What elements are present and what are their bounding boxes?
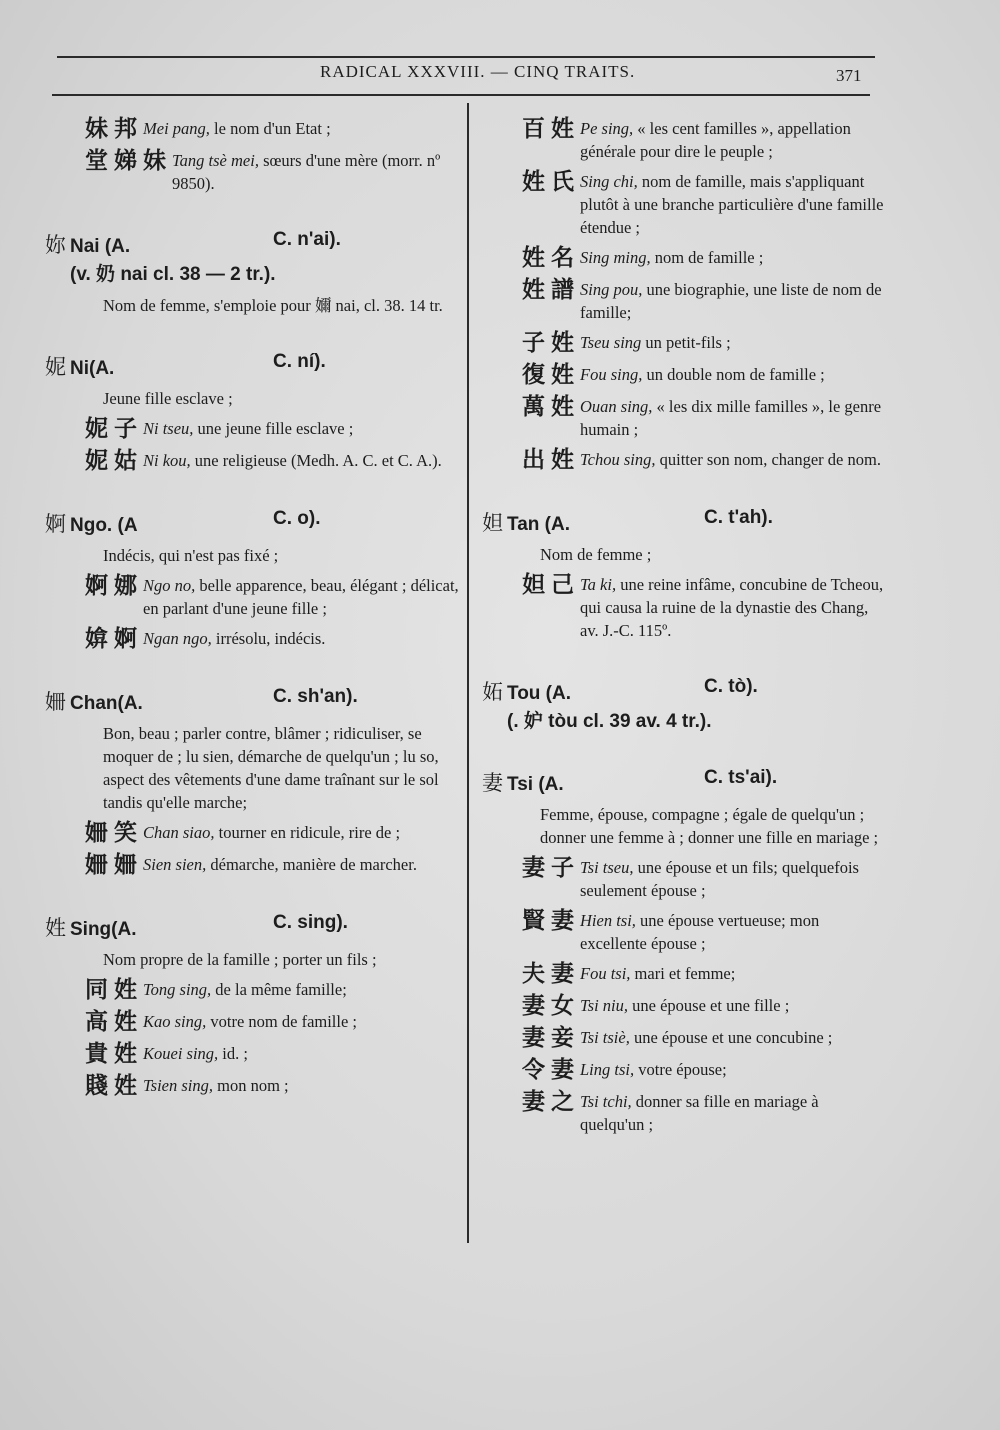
entry-definition: Nom de femme ; — [540, 545, 652, 564]
example-romanization: Ni kou, — [143, 451, 191, 470]
example-romanization: Tsi niu, — [580, 996, 629, 1015]
page-number: 371 — [836, 66, 862, 85]
example-definition: votre épouse; — [634, 1060, 727, 1079]
entry-heading — [45, 686, 460, 714]
example-text — [580, 1057, 727, 1083]
example-chars: 妻妾 — [522, 1025, 580, 1051]
example-romanization: Tong sing, — [143, 980, 212, 999]
example-text — [580, 572, 887, 642]
entry-heading — [482, 767, 887, 795]
example-text — [580, 447, 881, 473]
example-definition: irrésolu, indécis. — [211, 629, 326, 648]
entry-cantonese: C. t'ah). — [704, 507, 773, 528]
example-row — [522, 1057, 887, 1083]
example-romanization: Ouan sing, — [580, 397, 653, 416]
example-definition: nom de famille, mais s'appliquant plutôt à une branche particulière d'une famille étendue ; — [580, 172, 884, 237]
example-text — [143, 573, 460, 620]
example-row — [522, 447, 887, 473]
example-row — [522, 1025, 887, 1051]
example-romanization: Sien sien, — [143, 855, 207, 874]
example-text — [580, 330, 731, 356]
example-row — [85, 820, 460, 846]
example-chars: 妻之 — [522, 1089, 580, 1115]
example-text — [580, 362, 825, 388]
example-definition: de la même famille; — [211, 980, 347, 999]
entry-cantonese: C. ts'ai). — [704, 767, 778, 788]
entry-definition: Bon, beau ; parler contre, blâmer ; ridiculiser, se moquer de ; lu sien, démarche de quelqu'un ; lu so, aspect des vêtements d'une dame traînant sur le sol tandis qu'elle marche; — [103, 724, 439, 812]
example-text — [172, 148, 460, 195]
entry-definition: Nom de femme, s'emploie pour 嬭 nai, cl. 38. 14 tr. — [103, 296, 443, 315]
example-chars: 妹邦 — [85, 116, 143, 142]
example-romanization: Pe sing, — [580, 119, 634, 138]
example-romanization: Sing chi, — [580, 172, 638, 191]
example-chars: 萬姓 — [522, 394, 580, 420]
entry-character: 妳 — [45, 233, 66, 257]
entry-character: 妬 — [482, 680, 503, 704]
example-chars: 妻女 — [522, 993, 580, 1019]
example-romanization: Tsi tsiè, — [580, 1028, 630, 1047]
entry-cantonese: C. ní). — [273, 351, 326, 372]
example-row — [85, 626, 460, 652]
example-chars: 賢妻 — [522, 908, 580, 934]
example-definition: « les cent familles », appellation générale pour dire le peuple ; — [580, 119, 851, 161]
example-romanization: Ni tseu, — [143, 419, 194, 438]
example-definition: une religieuse (Medh. A. C. et C. A.). — [190, 451, 442, 470]
entry-mandarin: Tsi (A. — [507, 774, 564, 795]
example-row — [85, 416, 460, 442]
example-romanization: Tsi tseu, — [580, 858, 634, 877]
entry-mandarin: Ngo. (A — [70, 515, 138, 536]
example-text — [143, 852, 417, 878]
entry-cantonese: C. o). — [273, 508, 321, 529]
entry-variant-ref: (v. 奶 nai cl. 38 — 2 tr.). — [70, 264, 276, 285]
example-romanization: Tseu sing — [580, 333, 642, 352]
example-text — [580, 1089, 887, 1136]
example-row — [522, 277, 887, 324]
example-definition: « les dix mille familles », le genre humain ; — [580, 397, 882, 439]
example-definition: mon nom ; — [213, 1076, 289, 1095]
example-text — [580, 169, 887, 239]
example-romanization: Tsi tchi, — [580, 1092, 632, 1111]
entry-heading — [482, 676, 887, 704]
entry-mandarin: Sing(A. — [70, 919, 137, 940]
example-text — [143, 416, 353, 442]
example-chars: 子姓 — [522, 330, 580, 356]
example-row — [522, 362, 887, 388]
running-header: RADICAL XXXVIII. — CINQ TRAITS. — [320, 62, 636, 81]
example-chars: 婀娜 — [85, 573, 143, 599]
example-chars: 貴姓 — [85, 1041, 143, 1067]
example-romanization: Tchou sing, — [580, 450, 656, 469]
example-definition: le nom d'un Etat ; — [209, 119, 331, 138]
example-definition: démarche, manière de marcher. — [206, 855, 417, 874]
entry-character: 妲 — [482, 511, 503, 535]
example-romanization: Sing pou, — [580, 280, 643, 299]
entry-mandarin: Tan (A. — [507, 514, 570, 535]
example-definition: une biographie, une liste de nom de famille; — [580, 280, 882, 322]
example-row — [85, 1009, 460, 1035]
entry-heading — [45, 229, 460, 257]
entry-mandarin: Tou (A. — [507, 683, 572, 704]
entry-character: 妻 — [482, 771, 503, 795]
entry-heading — [482, 507, 887, 535]
example-row — [85, 573, 460, 620]
example-chars: 復姓 — [522, 362, 580, 388]
example-text — [143, 977, 347, 1003]
example-text — [580, 394, 887, 441]
example-romanization: Mei pang, — [143, 119, 210, 138]
example-romanization: Chan siao, — [143, 823, 215, 842]
left-column — [45, 110, 460, 1099]
example-text — [580, 855, 887, 902]
entry-heading — [45, 351, 460, 379]
example-definition: un petit-fils ; — [641, 333, 731, 352]
example-romanization: Kouei sing, — [143, 1044, 219, 1063]
example-chars: 同姓 — [85, 977, 143, 1003]
example-chars: 姓譜 — [522, 277, 580, 303]
example-definition: belle apparence, beau, élégant ; délicat, en parlant d'une jeune fille ; — [143, 576, 459, 618]
example-definition: une épouse vertueuse; mon excellente épouse ; — [580, 911, 820, 953]
example-chars: 百姓 — [522, 116, 580, 142]
entry-character: 婀 — [45, 512, 66, 536]
example-chars: 妮姑 — [85, 448, 143, 474]
example-romanization: Ngan ngo, — [143, 629, 212, 648]
example-chars: 妻子 — [522, 855, 580, 881]
example-chars: 高姓 — [85, 1009, 143, 1035]
example-definition: mari et femme; — [630, 964, 736, 983]
example-romanization: Ngo no, — [143, 576, 196, 595]
example-chars: 堂娣妹 — [85, 148, 172, 174]
example-romanization: Tsien sing, — [143, 1076, 213, 1095]
example-romanization: Ling tsi, — [580, 1060, 635, 1079]
example-row — [522, 993, 887, 1019]
example-text — [143, 820, 400, 846]
entry-variant-ref: (. 妒 tòu cl. 39 av. 4 tr.). — [507, 711, 712, 732]
entry-character: 姍 — [45, 690, 66, 714]
example-row — [522, 116, 887, 163]
example-row — [522, 245, 887, 271]
entry-character: 姓 — [45, 916, 66, 940]
example-definition: un double nom de famille ; — [642, 365, 825, 384]
example-definition: une jeune fille esclave ; — [193, 419, 354, 438]
example-definition: votre nom de famille ; — [206, 1012, 358, 1031]
example-row — [85, 448, 460, 474]
example-chars: 出姓 — [522, 447, 580, 473]
example-chars: 姓氏 — [522, 169, 580, 195]
example-definition: nom de famille ; — [650, 248, 764, 267]
example-romanization: Tang tsè mei, — [172, 151, 259, 170]
example-chars: 媕婀 — [85, 626, 143, 652]
example-row — [522, 908, 887, 955]
example-romanization: Kao sing, — [143, 1012, 207, 1031]
example-definition: donner sa fille en mariage à quelqu'un ; — [580, 1092, 819, 1134]
header-rule-top — [57, 56, 875, 58]
example-row — [522, 330, 887, 356]
example-romanization: Sing ming, — [580, 248, 651, 267]
example-text — [143, 1041, 248, 1067]
example-chars: 令妻 — [522, 1057, 580, 1083]
entry-cantonese: C. n'ai). — [273, 229, 341, 250]
header-rule-bottom — [52, 94, 870, 96]
entry-heading — [45, 912, 460, 940]
example-definition: sœurs d'une mère (morr. nº 9850). — [172, 151, 441, 193]
example-definition: une épouse et une fille ; — [628, 996, 790, 1015]
example-definition: une épouse et une concubine ; — [629, 1028, 833, 1047]
entry-cantonese: C. tò). — [704, 676, 758, 697]
example-row — [85, 116, 460, 142]
example-row — [522, 1089, 887, 1136]
example-chars: 姍笑 — [85, 820, 143, 846]
example-romanization: Fou tsi, — [580, 964, 631, 983]
entry-mandarin: Chan(A. — [70, 693, 143, 714]
example-romanization: Ta ki, — [580, 575, 617, 594]
example-row — [85, 852, 460, 878]
example-chars: 姓名 — [522, 245, 580, 271]
example-chars: 賤姓 — [85, 1073, 143, 1099]
example-row — [522, 855, 887, 902]
example-chars: 妮子 — [85, 416, 143, 442]
entry-definition: Femme, épouse, compagne ; égale de quelqu'un ; donner une femme à ; donner une fille en mariage ; — [540, 805, 879, 847]
example-text — [580, 961, 735, 987]
entry-definition: Jeune fille esclave ; — [103, 389, 233, 408]
example-romanization: Fou sing, — [580, 365, 643, 384]
right-column — [482, 110, 887, 1136]
entry-mandarin: Nai (A. — [70, 236, 131, 257]
example-row — [522, 169, 887, 239]
example-row — [522, 572, 887, 642]
example-definition: id. ; — [218, 1044, 248, 1063]
entry-cantonese: C. sing). — [273, 912, 348, 933]
column-divider — [467, 103, 469, 1243]
entry-character: 妮 — [45, 355, 66, 379]
entry-cantonese: C. sh'an). — [273, 686, 358, 707]
entry-definition: Nom propre de la famille ; porter un fils ; — [103, 950, 377, 969]
example-romanization: Hien tsi, — [580, 911, 636, 930]
example-text — [580, 116, 887, 163]
example-definition: quitter son nom, changer de nom. — [655, 450, 881, 469]
entry-mandarin: Ni(A. — [70, 358, 115, 379]
example-text — [143, 116, 331, 142]
example-row — [85, 1041, 460, 1067]
example-text — [580, 993, 789, 1019]
example-text — [143, 1009, 357, 1035]
example-text — [580, 908, 887, 955]
example-row — [85, 1073, 460, 1099]
example-row — [522, 961, 887, 987]
example-text — [143, 1073, 289, 1099]
entry-heading — [45, 508, 460, 536]
example-row — [85, 148, 460, 195]
example-chars: 夫妻 — [522, 961, 580, 987]
example-text — [143, 448, 442, 474]
example-text — [580, 1025, 832, 1051]
example-definition: tourner en ridicule, rire de ; — [214, 823, 401, 842]
entry-definition: Indécis, qui n'est pas fixé ; — [103, 546, 279, 565]
example-text — [580, 277, 887, 324]
example-row — [85, 977, 460, 1003]
example-definition: une épouse et un fils; quelquefois seulement épouse ; — [580, 858, 859, 900]
example-definition: une reine infâme, concubine de Tcheou, qui causa la ruine de la dynastie des Chang, av. J.-C. 115º. — [580, 575, 884, 640]
example-chars: 妲己 — [522, 572, 580, 598]
example-text — [580, 245, 763, 271]
example-text — [143, 626, 325, 652]
example-row — [522, 394, 887, 441]
example-chars: 姍姍 — [85, 852, 143, 878]
